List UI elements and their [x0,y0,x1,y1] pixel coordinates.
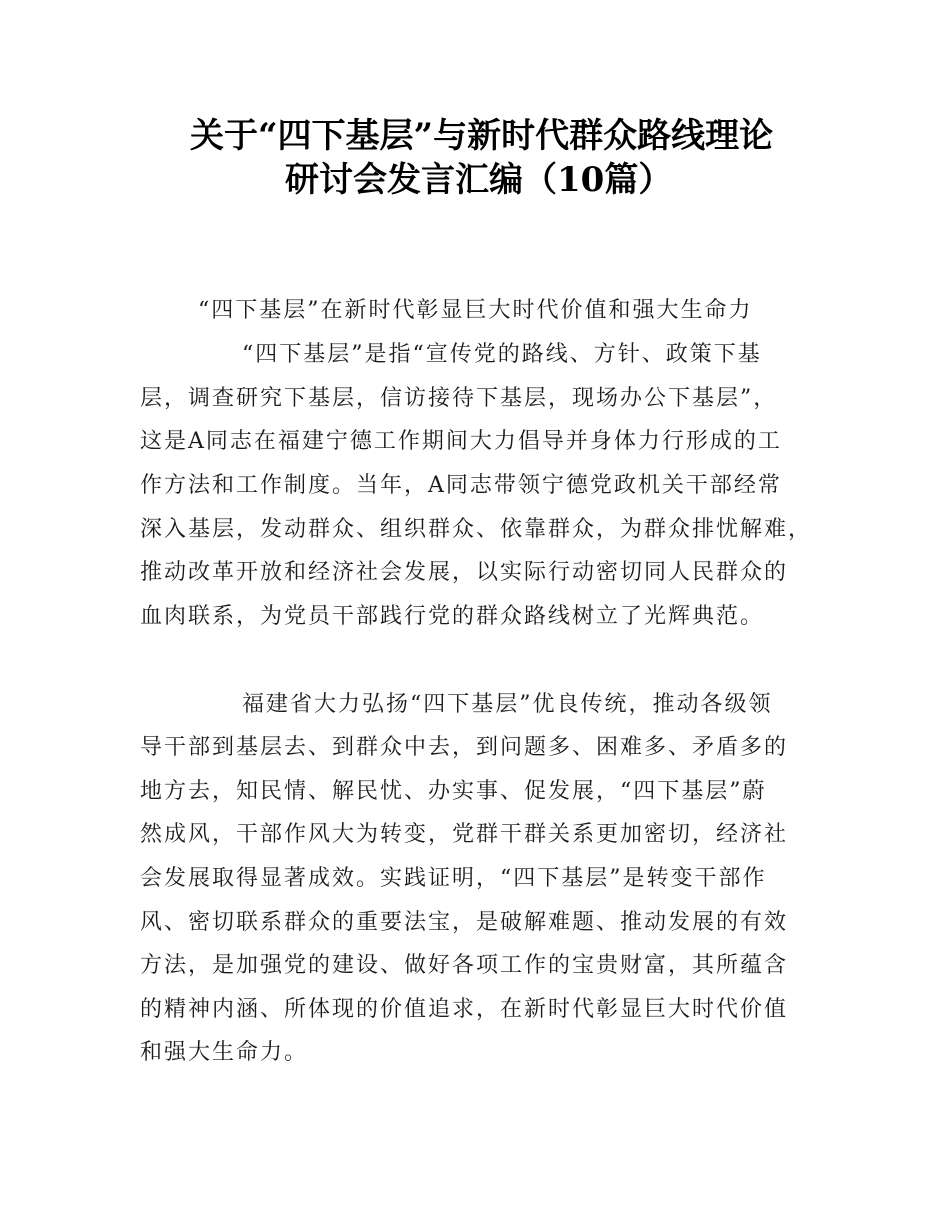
paragraph-1-line: 深入基层，发动群众、组织群众、依靠群众，为群众排忧解难， [140,517,813,542]
section-heading: “四下基层”在新时代彰显巨大时代价值和强大生命力 [198,298,753,323]
paragraph-2-line: 会发展取得显著成效。实践证明，“四下基层”是转变干部作 [140,866,767,891]
paragraph-2-line: 地方去，知民情、解民忧、办实事、促发展，“四下基层”蔚 [140,779,767,804]
paragraph-2-line: 然成风，干部作风大为转变，党群干群关系更加密切，经济社 [140,822,789,847]
document-title-line-2: 研讨会发言汇编（10篇） [285,160,673,200]
paragraph-1-line: 这是A同志在福建宁德工作期间大力倡导并身体力行形成的工 [140,429,782,454]
paragraph-2-line: 的精神内涵、所体现的价值追求，在新时代彰显巨大时代价值 [140,997,789,1022]
paragraph-2-line: 方法，是加强党的建设、做好各项工作的宝贵财富，其所蕴含 [140,953,789,978]
paragraph-2-line: 和强大生命力。 [140,1040,309,1065]
paragraph-2-line: 风、密切联系群众的重要法宝，是破解难题、推动发展的有效 [140,910,789,935]
paragraph-1-line: 层，调查研究下基层，信访接待下基层，现场办公下基层”， [140,386,778,411]
paragraph-1-line: 血肉联系，为党员干部践行党的群众路线树立了光辉典范。 [140,604,765,629]
paragraph-1-line: “四下基层”是指“宣传党的路线、方针、政策下基 [242,342,762,367]
paragraph-1-line: 作方法和工作制度。当年，A同志带领宁德党政机关干部经常 [140,473,782,498]
paragraph-1-line: 推动改革开放和经济社会发展，以实际行动密切同人民群众的 [140,560,789,585]
paragraph-2-line: 福建省大力弘扬“四下基层”优良传统，推动各级领 [242,692,773,717]
document-title-line-1: 关于“四下基层”与新时代群众路线理论 [190,116,774,156]
paragraph-2-line: 导干部到基层去、到群众中去，到问题多、困难多、矛盾多的 [140,735,789,760]
